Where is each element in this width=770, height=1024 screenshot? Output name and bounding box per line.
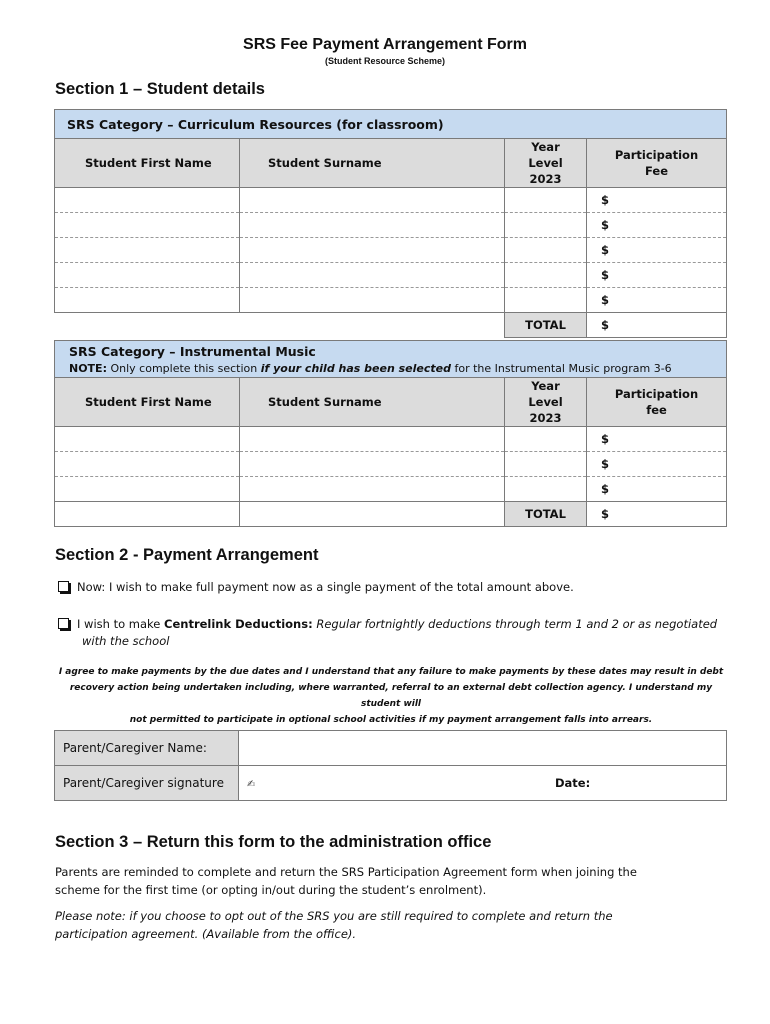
table-row (55, 263, 727, 288)
parent-signature-input[interactable] (239, 766, 727, 801)
col-participation-fee: Participation Fee (587, 139, 727, 188)
classroom-fee-table (54, 109, 727, 338)
signature-table (54, 730, 727, 801)
section1-heading: Section 1 – Student details (55, 80, 265, 98)
fee-input[interactable]: $ (587, 238, 727, 263)
music-category-band (55, 341, 727, 378)
year-level-input[interactable] (505, 263, 587, 288)
first-name-input[interactable] (55, 238, 240, 263)
table-row (55, 238, 727, 263)
total-label: TOTAL (505, 313, 587, 338)
music-fee-table (54, 340, 727, 527)
year-level-input[interactable] (505, 188, 587, 213)
table-row (55, 477, 727, 502)
col-surname: Student Surname (240, 378, 505, 427)
surname-input[interactable] (240, 188, 505, 213)
parent-signature-label: Parent/Caregiver signature (55, 766, 239, 801)
fee-input[interactable]: $ (587, 477, 727, 502)
year-level-input[interactable] (505, 288, 587, 313)
first-name-input[interactable] (55, 213, 240, 238)
return-instructions: Parents are reminded to complete and return the SRS Participation Agreement form when joining the scheme for the first time (or opting in/out during the student’s enrolment). (55, 865, 637, 897)
opt-out-note: Please note: if you choose to opt out of the SRS you are still required to complete and return the participation agreement. (Available from the office). (55, 909, 613, 941)
surname-input[interactable] (240, 213, 505, 238)
table-row (55, 452, 727, 477)
col-year-level: Year Level 2023 (505, 378, 587, 427)
parent-name-label: Parent/Caregiver Name: (55, 731, 239, 766)
col-surname: Student Surname (240, 139, 505, 188)
col-participation-fee: Participation fee (587, 378, 727, 427)
first-name-input[interactable] (55, 188, 240, 213)
fee-input[interactable]: $ (587, 213, 727, 238)
year-level-input[interactable] (505, 213, 587, 238)
surname-input[interactable] (240, 452, 505, 477)
year-level-input[interactable] (505, 452, 587, 477)
first-name-input[interactable] (55, 502, 240, 527)
music-note: NOTE: Only complete this section if your child has been selected for the Instrumental Music program 3-6 (69, 362, 672, 375)
col-first-name: Student First Name (55, 378, 240, 427)
form-subtitle: (Student Resource Scheme) (324, 56, 446, 66)
col-year-level: Year Level 2023 (505, 139, 587, 188)
parent-name-input[interactable] (239, 731, 727, 766)
col-first-name: Student First Name (55, 139, 240, 188)
first-name-input[interactable] (55, 452, 240, 477)
classroom-category-title: SRS Category – Curriculum Resources (for classroom) (55, 110, 727, 139)
first-name-input[interactable] (55, 427, 240, 452)
surname-input[interactable] (240, 427, 505, 452)
year-level-input[interactable] (505, 427, 587, 452)
surname-input[interactable] (240, 502, 505, 527)
agreement-text: I agree to make payments by the due dates and I understand that any failure to make payments by these dates may result in debt recovery action being undertaken including, where warranted, referral to an external debt collection agency. I understand my student will not permitted to participate in optional school activities if my payment arrangement falls into arrears. (58, 667, 724, 725)
fee-input[interactable]: $ (587, 263, 727, 288)
pen-icon: ✍ (247, 779, 256, 790)
date-label: Date: (555, 776, 591, 790)
total-label: TOTAL (505, 502, 587, 527)
table-row (55, 188, 727, 213)
option-centrelink[interactable]: I wish to make Centrelink Deductions: Regular fortnightly deductions through term 1 and 2 or as negotiated with the school (58, 616, 717, 650)
first-name-input[interactable] (55, 288, 240, 313)
surname-input[interactable] (240, 263, 505, 288)
option-now[interactable] (58, 580, 574, 594)
option-now-label: Now: I wish to make full payment now as a single payment of the total amount above. (77, 580, 574, 594)
checkbox-icon[interactable] (58, 581, 69, 592)
table-row (55, 427, 727, 452)
checkbox-icon[interactable] (58, 618, 69, 629)
table-row (55, 213, 727, 238)
year-level-input[interactable] (505, 477, 587, 502)
fee-input[interactable]: $ (587, 452, 727, 477)
surname-input[interactable] (240, 238, 505, 263)
fee-input[interactable]: $ (587, 288, 727, 313)
section3-heading: Section 3 – Return this form to the administration office (55, 833, 492, 851)
surname-input[interactable] (240, 477, 505, 502)
fee-input[interactable]: $ (587, 427, 727, 452)
year-level-input[interactable] (505, 238, 587, 263)
fee-input[interactable]: $ (587, 188, 727, 213)
table-row (55, 288, 727, 313)
first-name-input[interactable] (55, 263, 240, 288)
music-category-title: SRS Category – Instrumental Music (69, 344, 316, 359)
section2-heading: Section 2 - Payment Arrangement (55, 546, 319, 564)
total-input[interactable]: $ (587, 502, 727, 527)
surname-input[interactable] (240, 288, 505, 313)
first-name-input[interactable] (55, 477, 240, 502)
total-input[interactable]: $ (587, 313, 727, 338)
form-title: SRS Fee Payment Arrangement Form (243, 36, 527, 53)
